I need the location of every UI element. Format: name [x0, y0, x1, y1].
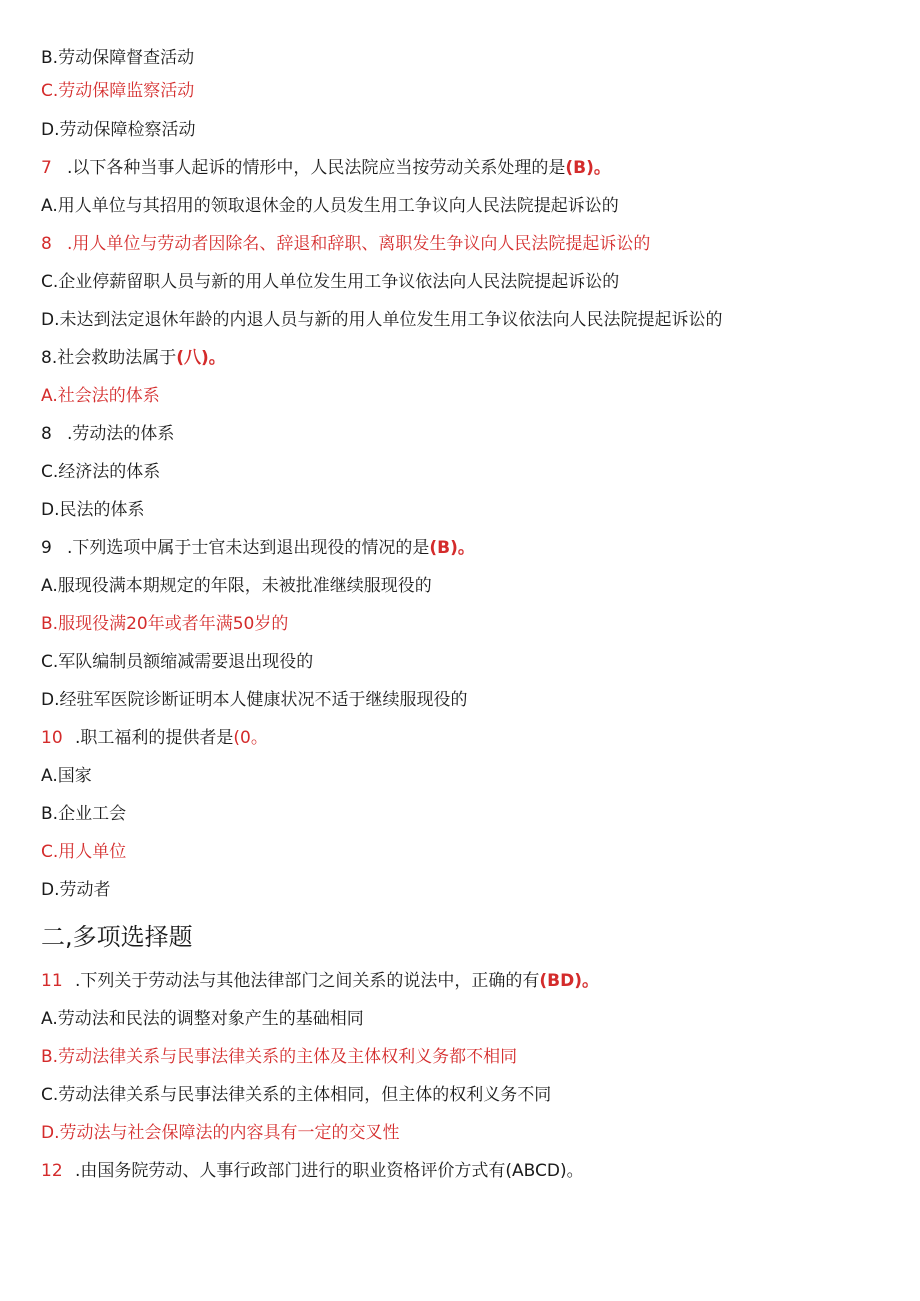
q6-option-b: B.劳动保障督查活动: [41, 48, 195, 68]
q9-option-a: A.服现役满本期规定的年限，未被批准继续服现役的: [41, 576, 432, 596]
q8-option-a-correct: A.社会法的体系: [41, 386, 160, 406]
question-7-answer: (B)。: [565, 158, 611, 178]
question-7-text: .以下各种当事人起诉的情形中，人民法院应当按劳动关系处理的是: [67, 158, 566, 178]
q8-option-c: C.经济法的体系: [41, 462, 161, 482]
q11-option-a: A.劳动法和民法的调整对象产生的基础相同: [41, 1009, 364, 1029]
q11-option-c: C.劳动法律关系与民事法律关系的主体相同，但主体的权利义务不同: [41, 1085, 552, 1105]
q6-option-c-correct: C.劳动保障监察活动: [41, 81, 195, 101]
question-9-text: .下列选项中属于士官未达到退出现役的情况的是: [67, 538, 430, 558]
q9-option-d: D.经驻军医院诊断证明本人健康状况不适于继续服现役的: [41, 690, 468, 710]
question-7-number: 7: [41, 158, 52, 178]
q7-option-b-text: .用人单位与劳动者因除名、辞退和辞职、离职发生争议向人民法院提起诉讼的: [67, 234, 651, 254]
q10-option-b: B.企业工会: [41, 804, 127, 824]
q10-option-c-correct: C.用人单位: [41, 842, 127, 862]
q7-option-d: D.未达到法定退休年龄的内退人员与新的用人单位发生用工争议依法向人民法院提起诉讼的: [41, 310, 723, 330]
question-8: [41, 347, 226, 369]
q10-option-d: D.劳动者: [41, 880, 111, 900]
q7-option-a: A.用人单位与其招用的领取退休金的人员发生用工争议向人民法院提起诉讼的: [41, 196, 619, 216]
q8-option-b-number: 8: [41, 424, 52, 444]
question-8-answer: (八)。: [176, 348, 226, 368]
question-10-text: .职工福利的提供者是: [75, 728, 234, 748]
section-heading-multiple-choice: 二,多项选择题: [41, 923, 193, 951]
question-10: [41, 727, 268, 749]
question-9-answer: (B)。: [429, 538, 475, 558]
q9-option-b-correct: B.服现役满20年或者年满50岁的: [41, 614, 289, 634]
q8-option-d: D.民法的体系: [41, 500, 145, 520]
question-11: [41, 970, 599, 992]
question-10-answer: (0。: [233, 728, 268, 748]
question-8-text: 8.社会救助法属于: [41, 348, 177, 368]
question-12: [41, 1160, 584, 1182]
question-12-number: 12: [41, 1161, 63, 1181]
question-11-answer: (BD)。: [539, 971, 600, 991]
question-7: [41, 157, 611, 179]
question-9: [41, 537, 475, 559]
q11-option-b-correct: B.劳动法律关系与民事法律关系的主体及主体权利义务都不相同: [41, 1047, 518, 1067]
q7-option-c: C.企业停薪留职人员与新的用人单位发生用工争议依法向人民法院提起诉讼的: [41, 272, 620, 292]
q6-option-d: D.劳动保障检察活动: [41, 120, 196, 140]
q9-option-c: C.军队编制员额缩减需要退出现役的: [41, 652, 314, 672]
question-11-number: 11: [41, 971, 63, 991]
q7-option-b-number: 8: [41, 234, 52, 254]
q7-option-b-correct: [41, 233, 650, 255]
q8-option-b-text: .劳动法的体系: [67, 424, 175, 444]
question-9-number: 9: [41, 538, 52, 558]
question-11-text: .下列关于劳动法与其他法律部门之间关系的说法中，正确的有: [75, 971, 540, 991]
question-10-number: 10: [41, 728, 63, 748]
q10-option-a: A.国家: [41, 766, 92, 786]
q8-option-b: [41, 423, 174, 445]
question-12-text: .由国务院劳动、人事行政部门进行的职业资格评价方式有(ABCD)。: [75, 1161, 584, 1181]
q11-option-d-correct: D.劳动法与社会保障法的内容具有一定的交叉性: [41, 1123, 400, 1143]
